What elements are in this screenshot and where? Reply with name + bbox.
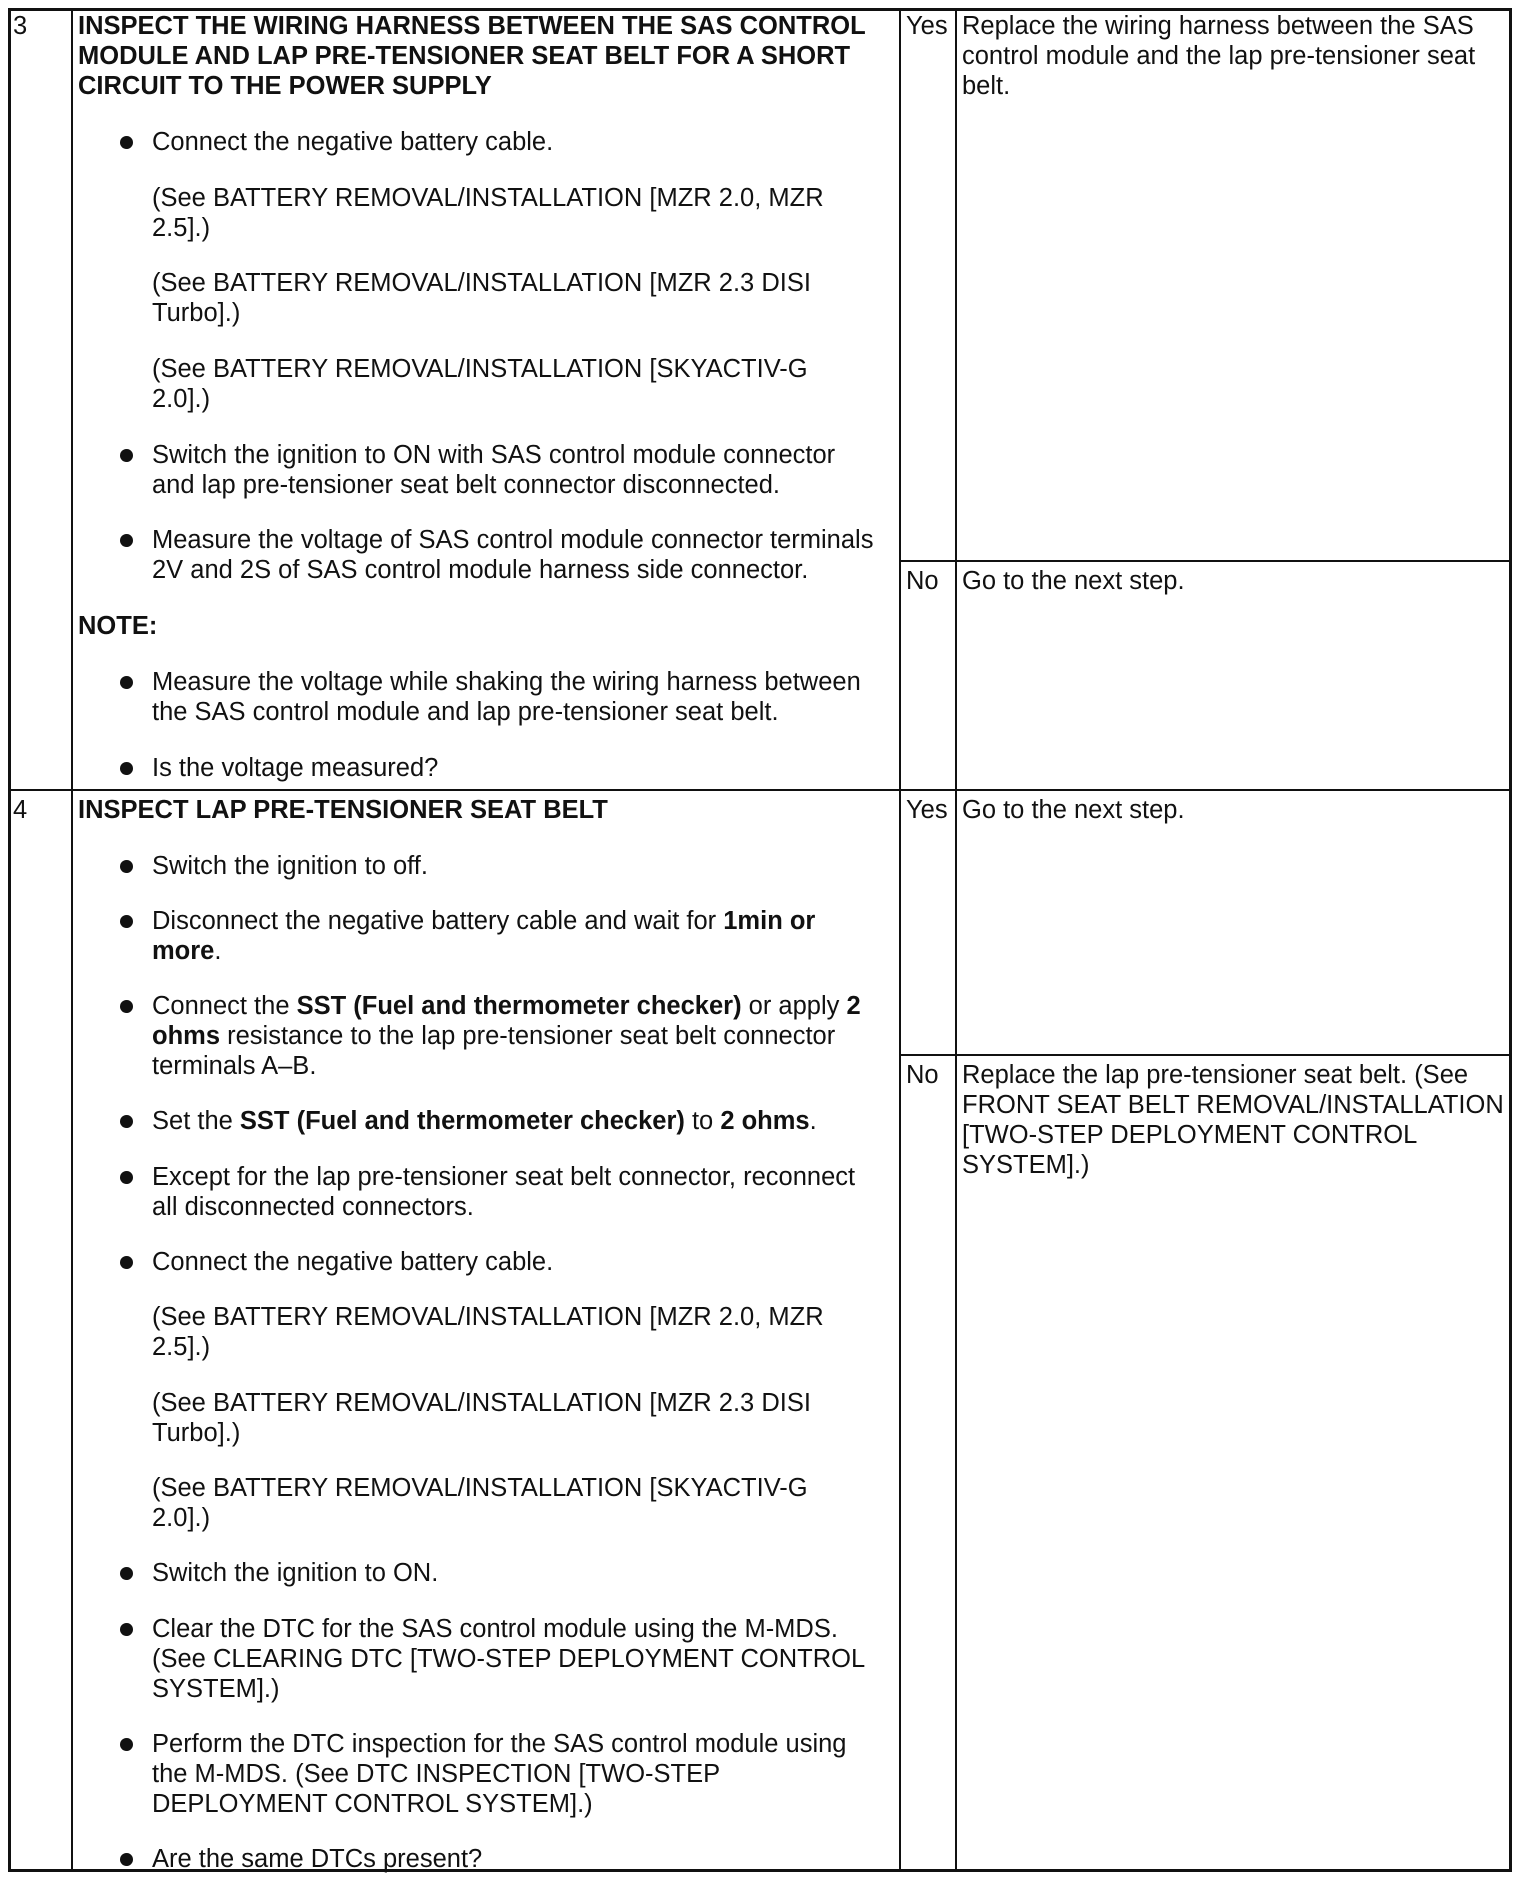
yes-action: Replace the wiring harness between the SAS [962,12,1474,40]
instruction-text: 2V and 2S of SAS control module harness side connector. [152,556,809,584]
bullet-icon [120,1171,133,1184]
instruction-text: ohms resistance to the lap pre-tensioner seat belt connector [152,1022,836,1050]
reference-text: (See BATTERY REMOVAL/INSTALLATION [SKYACTIV-G [152,1474,808,1502]
bullet-icon [120,1000,133,1013]
bullet-icon [120,1256,133,1269]
no-action: [TWO-STEP DEPLOYMENT CONTROL [962,1121,1418,1149]
instruction-text: Clear the DTC for the SAS control module using the M-MDS. [152,1615,838,1643]
yes-action: Go to the next step. [962,796,1185,824]
step-title-line: MODULE AND LAP PRE-TENSIONER SEAT BELT FOR A SHORT [78,42,851,70]
bullet-icon [120,1567,133,1580]
no-action: FRONT SEAT BELT REMOVAL/INSTALLATION [962,1091,1504,1119]
bullet-icon [120,860,133,873]
instruction-text: Perform the DTC inspection for the SAS control module using [152,1730,847,1758]
bullet-icon [120,136,133,149]
reference-text: (See BATTERY REMOVAL/INSTALLATION [MZR 2.0, MZR [152,1303,824,1331]
no-action: SYSTEM].) [962,1151,1090,1179]
instruction-text: Set the SST (Fuel and thermometer checker) to 2 ohms. [152,1107,817,1135]
instruction-text: Connect the negative battery cable. [152,1248,554,1276]
column-divider [955,11,957,1869]
yes-label: Yes [906,796,948,824]
yes-action: belt. [962,72,1011,100]
instruction-text: more. [152,937,222,965]
bullet-icon [120,1115,133,1128]
step-title-line: CIRCUIT TO THE POWER SUPPLY [78,72,492,100]
question-text: Are the same DTCs present? [152,1845,483,1873]
reference-text: 2.5].) [152,1333,211,1361]
instruction-text: Disconnect the negative battery cable and wait for 1min or [152,907,816,935]
reference-text: Turbo].) [152,299,241,327]
instruction-text: the M-MDS. (See DTC INSPECTION [TWO-STEP [152,1760,721,1788]
no-label: No [906,1061,939,1089]
instruction-text: Measure the voltage of SAS control module connector terminals [152,526,874,554]
instruction-text: Switch the ignition to ON. [152,1559,439,1587]
instruction-text: Switch the ignition to ON with SAS control module connector [152,441,836,469]
note-label: NOTE: [78,612,158,640]
instruction-text: (See CLEARING DTC [TWO-STEP DEPLOYMENT CONTROL [152,1645,866,1673]
bullet-icon [120,1738,133,1751]
reference-text: (See BATTERY REMOVAL/INSTALLATION [MZR 2.0, MZR [152,184,824,212]
instruction-text: all disconnected connectors. [152,1193,474,1221]
instruction-text: terminals A–B. [152,1052,317,1080]
bullet-icon [120,915,133,928]
reference-text: (See BATTERY REMOVAL/INSTALLATION [MZR 2.3 DISI [152,1389,811,1417]
bullet-icon [120,449,133,462]
step-title-line: INSPECT THE WIRING HARNESS BETWEEN THE SAS CONTROL [78,12,866,40]
instruction-text: and lap pre-tensioner seat belt connector disconnected. [152,471,780,499]
bullet-icon [120,1623,133,1636]
reference-text: Turbo].) [152,1419,241,1447]
row-divider [899,1054,1509,1056]
instruction-text: DEPLOYMENT CONTROL SYSTEM].) [152,1790,593,1818]
no-action: Replace the lap pre-tensioner seat belt. (See [962,1061,1469,1089]
instruction-text: the SAS control module and lap pre-tensioner seat belt. [152,698,779,726]
question-text: Is the voltage measured? [152,754,439,782]
instruction-text: Connect the negative battery cable. [152,128,554,156]
instruction-text: Measure the voltage while shaking the wiring harness between [152,668,861,696]
reference-text: 2.0].) [152,385,211,413]
step-number: 3 [13,12,28,40]
row-divider [899,560,1509,562]
bullet-icon [120,1853,133,1866]
row-divider [11,789,1509,791]
reference-text: 2.5].) [152,214,211,242]
instruction-text: SYSTEM].) [152,1675,280,1703]
column-divider [899,11,901,1869]
instruction-text: Switch the ignition to off. [152,852,428,880]
yes-action: control module and the lap pre-tensioner seat [962,42,1476,70]
no-label: No [906,567,939,595]
instruction-text: Connect the SST (Fuel and thermometer checker) or apply 2 [152,992,861,1020]
reference-text: (See BATTERY REMOVAL/INSTALLATION [MZR 2.3 DISI [152,269,811,297]
no-action: Go to the next step. [962,567,1185,595]
column-divider [71,11,73,1869]
step-title-line: INSPECT LAP PRE-TENSIONER SEAT BELT [78,796,608,824]
reference-text: (See BATTERY REMOVAL/INSTALLATION [SKYACTIV-G [152,355,808,383]
reference-text: 2.0].) [152,1504,211,1532]
bullet-icon [120,534,133,547]
instruction-text: Except for the lap pre-tensioner seat belt connector, reconnect [152,1163,856,1191]
bullet-icon [120,762,133,775]
bullet-icon [120,676,133,689]
step-number: 4 [13,796,28,824]
yes-label: Yes [906,12,948,40]
